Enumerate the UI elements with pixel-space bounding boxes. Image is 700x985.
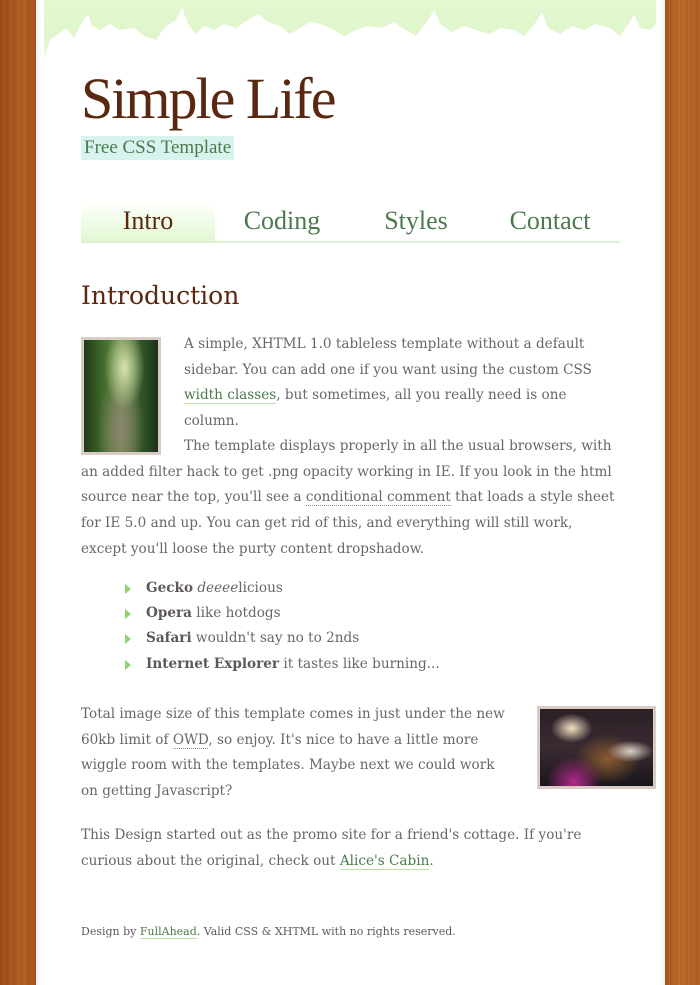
list-item — [125, 652, 440, 677]
fullahead-link[interactable]: FullAhead — [139, 925, 197, 938]
footer-text-end: . Valid CSS & XHTML with no rights reserved. — [196, 925, 456, 938]
footer — [81, 925, 456, 938]
owd-abbr[interactable]: OWD — [172, 731, 209, 748]
list-item-italic: deeee — [197, 580, 239, 596]
wood-background-right — [665, 0, 700, 985]
page-heading: Introduction — [81, 281, 240, 310]
main-content — [81, 280, 621, 869]
alices-cabin-link[interactable]: Alice's Cabin — [339, 852, 430, 869]
list-item-text: like hotdogs — [191, 605, 281, 622]
main-nav — [81, 200, 620, 243]
list-item-bold: Safari — [146, 630, 192, 647]
list-item — [125, 576, 440, 601]
cabin-interior-photo — [537, 706, 656, 789]
page-container — [36, 0, 665, 985]
width-classes-link[interactable]: width classes — [184, 387, 277, 404]
list-item-bold: Internet Explorer — [146, 655, 280, 672]
para4-text: This Design started out as the promo site for a friend's cottage. If you're curious about the original, check out — [81, 827, 582, 869]
para4-text-end: . — [429, 852, 434, 869]
arrow-bullet-icon — [125, 660, 131, 670]
list-item — [125, 626, 440, 651]
para3-text: Total image size of this template comes in just under the new 60kb limit of — [81, 706, 505, 748]
arrow-bullet-icon — [125, 609, 131, 619]
nav-item-styles[interactable]: Styles — [384, 206, 448, 235]
para1-text-end: , but sometimes, all you really need is one column. — [184, 387, 567, 430]
cabin-photo-image — [540, 709, 653, 786]
list-item-text: wouldn't say no to 2nds — [191, 630, 360, 647]
list-item-text: licious — [238, 580, 283, 596]
intro-paragraph-2 — [81, 434, 621, 563]
list-item — [125, 601, 440, 626]
image-size-paragraph — [81, 702, 511, 805]
arrow-bullet-icon — [125, 584, 131, 594]
para3-text-end: , so enjoy. It's nice to have a little more wiggle room with the templates. Maybe next we could work on getting Javascript? — [81, 731, 495, 800]
intro-paragraph-1 — [184, 332, 621, 435]
para2-text: The template displays properly in all the usual browsers, with an added filter hack to get .png opacity working in IE. If you look in the html source near the top, you'll see a — [81, 438, 612, 506]
site-title: Simple Life — [81, 66, 335, 131]
site-tagline: Free CSS Template — [81, 136, 234, 160]
list-item-text: it tastes like burning... — [279, 655, 440, 672]
footer-text: Design by — [81, 925, 140, 938]
browser-list — [125, 576, 440, 677]
design-origin-paragraph — [81, 823, 621, 874]
nav-item-coding[interactable]: Coding — [243, 206, 321, 235]
list-item-bold: Gecko — [146, 580, 194, 596]
nav-item-intro[interactable]: Intro — [81, 200, 215, 241]
nav-item-contact[interactable]: Contact — [509, 206, 591, 235]
para2-text-end: that loads a style sheet for IE 5.0 and up. You can get rid of this, and everything will still work, except you'll loose the purty content dropshadow. — [81, 489, 615, 557]
list-item-bold: Opera — [146, 605, 192, 622]
arrow-bullet-icon — [125, 634, 131, 644]
conditional-comment-abbr[interactable]: conditional comment — [305, 489, 451, 506]
para1-text: A simple, XHTML 1.0 tableless template without a default sidebar. You can add one if you want using the custom CSS — [184, 336, 592, 378]
